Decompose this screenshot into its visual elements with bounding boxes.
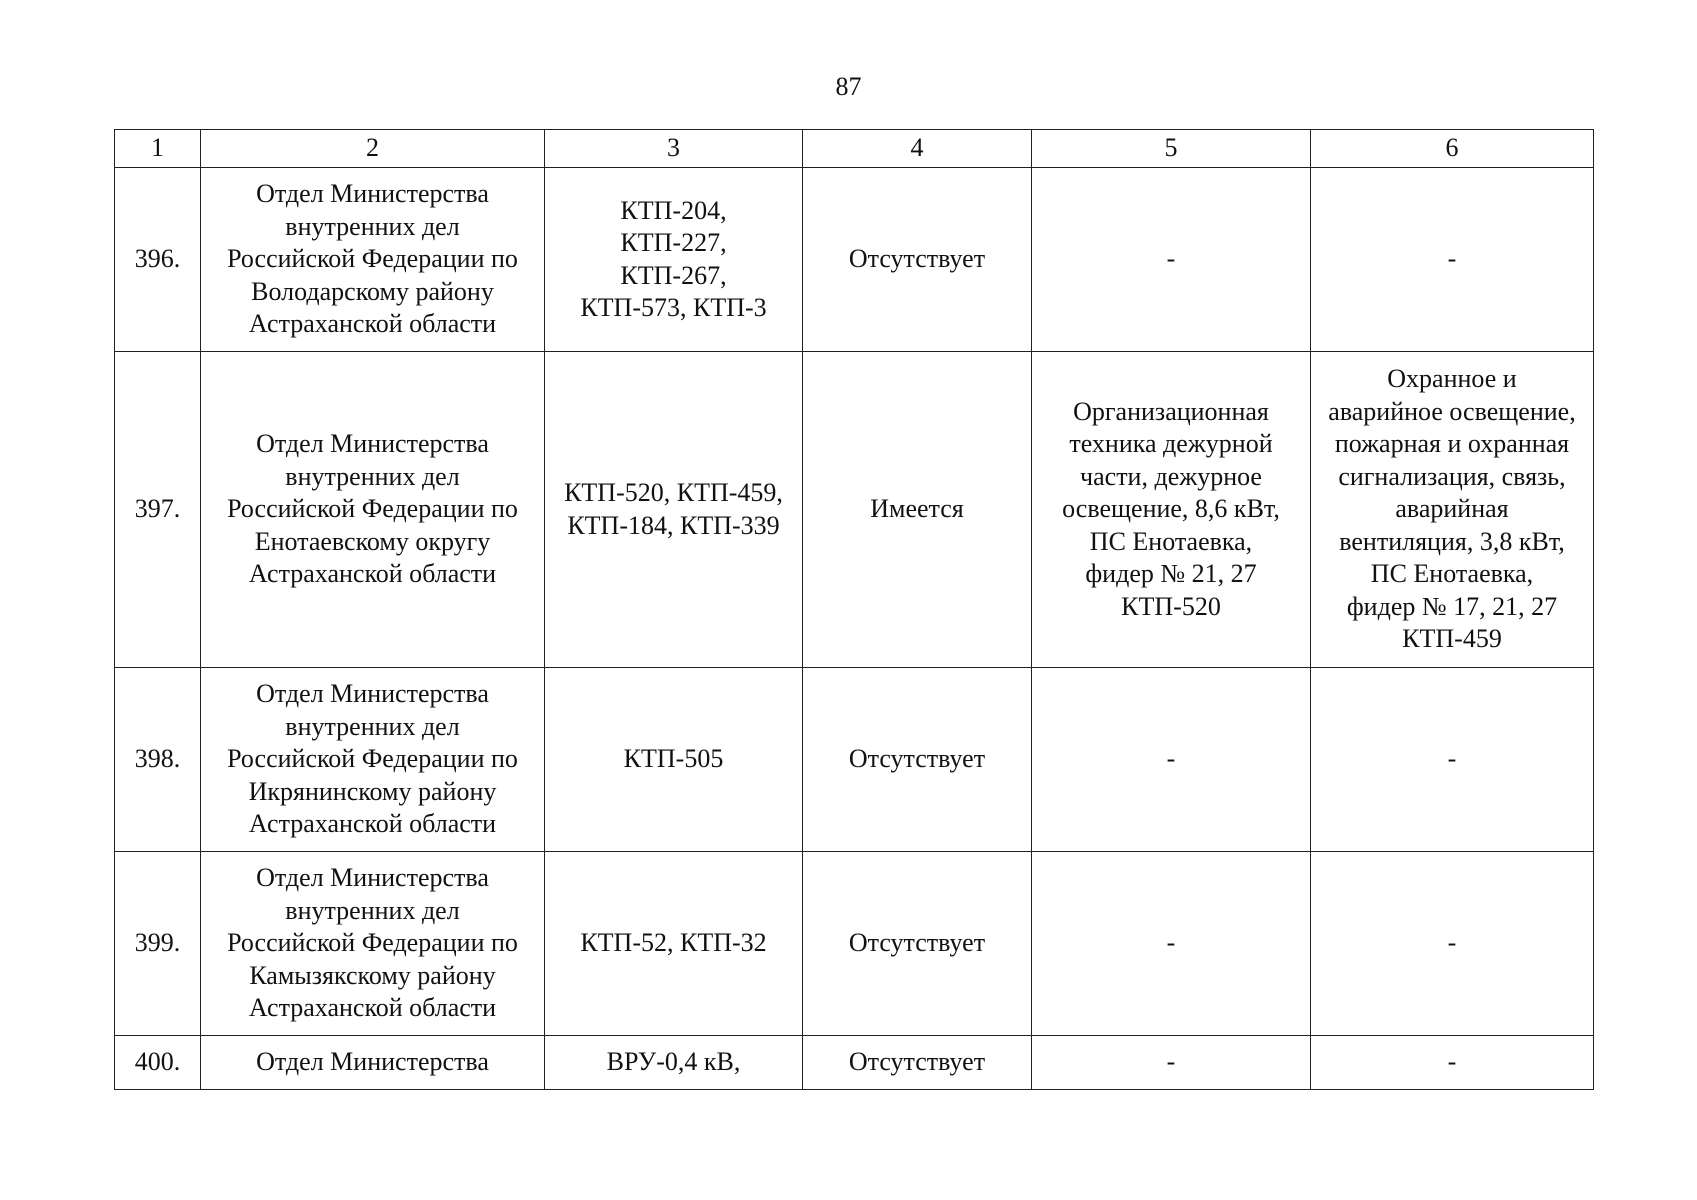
column-6-text: - (1447, 244, 1457, 274)
column-5-cell (1032, 1036, 1311, 1090)
column-6-text: - (1447, 1047, 1457, 1077)
ktp-cell (545, 352, 803, 668)
ktp-text: ВРУ-0,4 кВ, (606, 1047, 741, 1077)
page-number: 87 (835, 72, 862, 101)
column-header: 1 (115, 130, 201, 168)
column-6-cell (1311, 1036, 1594, 1090)
table-row (115, 352, 1594, 668)
ktp-cell (545, 1036, 803, 1090)
table-header-row (115, 130, 1594, 168)
column-5-cell (1032, 168, 1311, 352)
column-5-text: - (1166, 744, 1176, 774)
ktp-text: КТП-52, КТП-32 (580, 928, 767, 958)
column-header: 2 (201, 130, 545, 168)
column-6-text: - (1447, 928, 1457, 958)
organization-cell (201, 1036, 545, 1090)
column-5-text: - (1166, 244, 1176, 274)
table-row (115, 668, 1594, 852)
row-number-cell: 397. (115, 352, 201, 668)
column-header: 6 (1311, 130, 1594, 168)
organization-text: Отдел Министерства внутренних дел Российской Федерации по Енотаевскому округу Астраханской области (227, 429, 518, 589)
organization-text: Отдел Министерства внутренних дел Российской Федерации по Икрянинскому району Астраханской области (227, 679, 518, 839)
document-table (114, 129, 1594, 1090)
ktp-text: КТП-204, КТП-227, КТП-267, КТП-573, КТП-3 (580, 195, 767, 322)
status-cell: Имеется (803, 352, 1032, 668)
column-6-cell (1311, 168, 1594, 352)
row-number-cell: 398. (115, 668, 201, 852)
column-header: 5 (1032, 130, 1311, 168)
column-6-text: Охранное и аварийное освещение, пожарная и охранная сигнализация, связь, аварийная вентиляция, 3,8 кВт, ПС Енотаевка, фидер № 17, 21, 27 КТП-459 (1328, 364, 1576, 654)
ktp-cell (545, 852, 803, 1036)
column-6-cell (1311, 668, 1594, 852)
column-6-cell (1311, 352, 1594, 668)
table-row (115, 852, 1594, 1036)
organization-cell (201, 852, 545, 1036)
status-cell: Отсутствует (803, 168, 1032, 352)
column-header: 3 (545, 130, 803, 168)
column-5-cell (1032, 352, 1311, 668)
column-header: 4 (803, 130, 1032, 168)
ktp-cell (545, 168, 803, 352)
organization-text: Отдел Министерства внутренних дел Российской Федерации по Володарскому району Астраханской области (227, 179, 518, 339)
row-number-cell: 396. (115, 168, 201, 352)
status-cell: Отсутствует (803, 852, 1032, 1036)
column-5-cell (1032, 668, 1311, 852)
ktp-text: КТП-505 (623, 744, 724, 774)
organization-text: Отдел Министерства (256, 1047, 489, 1077)
column-6-text: - (1447, 744, 1457, 774)
status-cell: Отсутствует (803, 1036, 1032, 1090)
row-number-cell: 400. (115, 1036, 201, 1090)
column-6-cell (1311, 852, 1594, 1036)
column-5-text: Организационная техника дежурной части, дежурное освещение, 8,6 кВт, ПС Енотаевка, фидер № 21, 27 КТП-520 (1062, 396, 1280, 621)
ktp-text: КТП-520, КТП-459, КТП-184, КТП-339 (564, 478, 783, 540)
ktp-cell (545, 668, 803, 852)
organization-text: Отдел Министерства внутренних дел Российской Федерации по Камызякскому району Астраханской области (227, 863, 518, 1023)
row-number-cell: 399. (115, 852, 201, 1036)
table-row (115, 1036, 1594, 1090)
status-cell: Отсутствует (803, 668, 1032, 852)
organization-cell (201, 352, 545, 668)
column-5-cell (1032, 852, 1311, 1036)
table-row (115, 168, 1594, 352)
organization-cell (201, 668, 545, 852)
column-5-text: - (1166, 1047, 1176, 1077)
column-5-text: - (1166, 928, 1176, 958)
organization-cell (201, 168, 545, 352)
